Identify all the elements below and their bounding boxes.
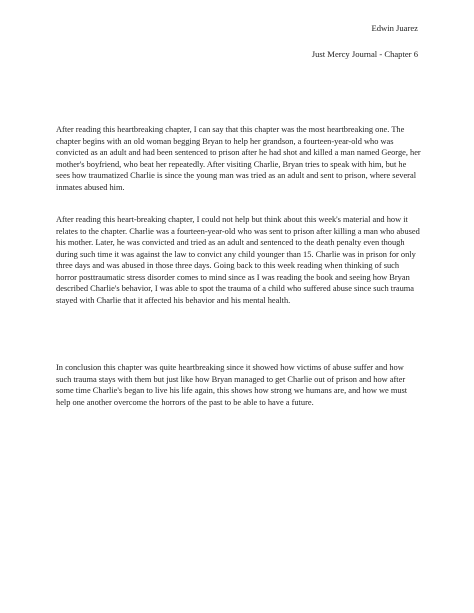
paragraph-2: After reading this heart-breaking chapter, I could not help but think about this week's material and how it relates to the chapter. Charlie was a fourteen-year-old who was sent to prison after killing a man who abused his mother. Later, he was convicted and tried as an adult and sentenced to the death penalty even though during such time it was against the law to convict any child younger than 15. Charlie was in prison for only three days and was abused in those three days. Going back to this week reading when thinking of such horror posttraumatic stress disorder comes to mind since as I was reading the book and seeing how Bryan described Charlie's behavior, I was able to spot the trauma of a child who suffered abuse since such trauma stayed with Charlie that it affected his behavior and his mental health. <box>56 215 420 305</box>
journal-title: Just Mercy Journal - Chapter 6 <box>311 49 418 59</box>
header-block <box>312 22 418 60</box>
author-name: Edwin Juarez <box>371 23 418 33</box>
paragraph-3: In conclusion this chapter was quite heartbreaking since it showed how victims of abuse suffer and how such trauma stays with them but just like how Bryan managed to get Charlie out of prison and how after some time Charlie's began to live his life again, this shows how strong we humans are, and how we must help one another overcome the horrors of the past to be able to have a future. <box>56 363 408 407</box>
paragraph-1: After reading this heartbreaking chapter, I can say that this chapter was the most heartbreaking one. The chapter begins with an old woman begging Bryan to help her grandson, a fourteen-year-old who was convicted as an adult and had been sentenced to prison after he had shot and killed a man named George, her mother's boyfriend, who beat her repeatedly. After visiting Charlie, Bryan tries to speak with him, but he sees how traumatized Charlie is since the young man was tried as an adult and sent to prison, where several inmates abused him. <box>56 125 421 192</box>
